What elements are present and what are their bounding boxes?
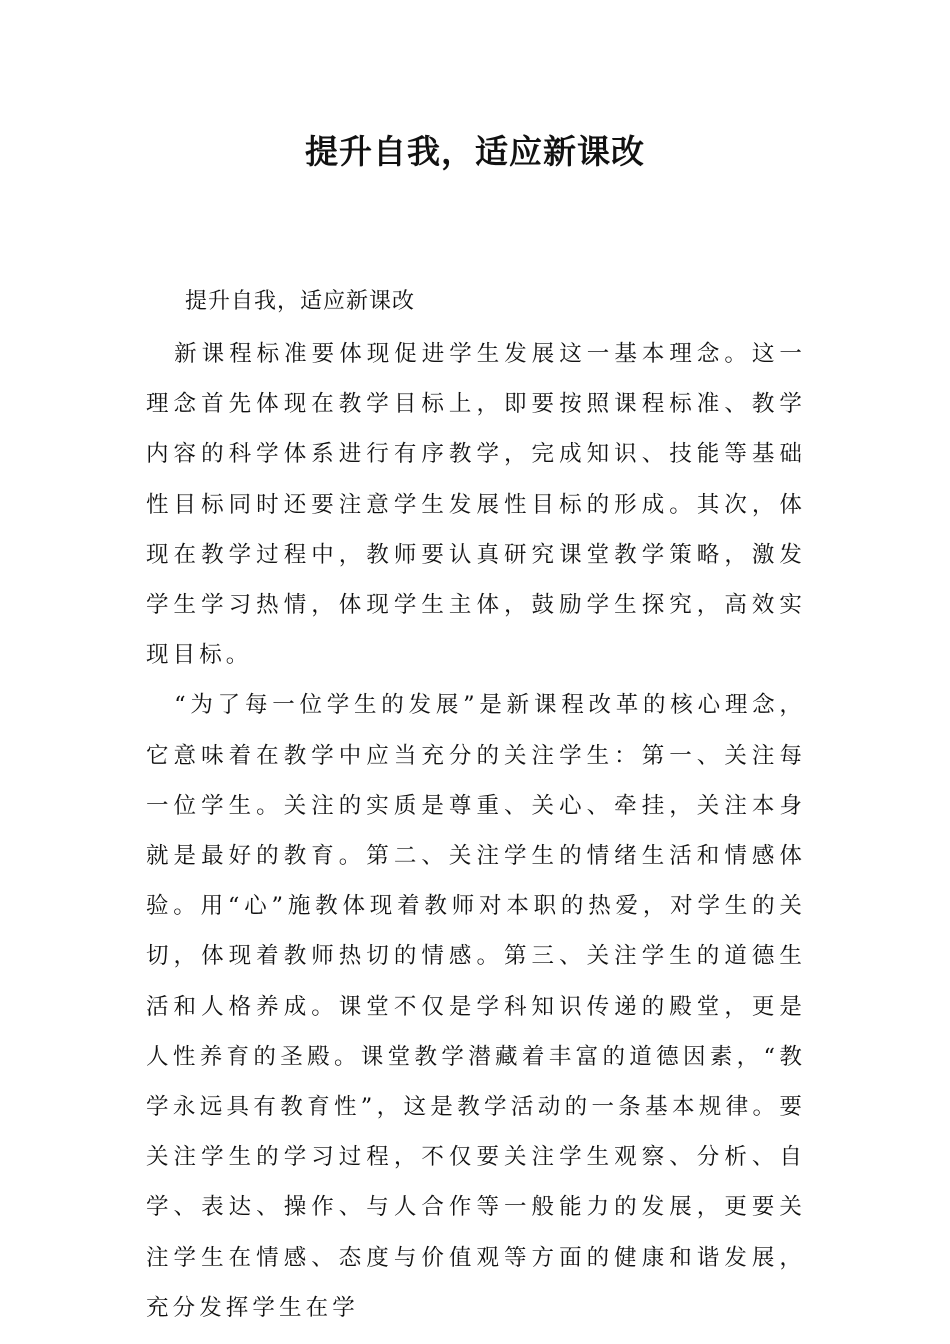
document-subtitle: 提升自我，适应新课改: [185, 289, 416, 314]
body-paragraph: 新课程标准要体现促进学生发展这一基本理念。这一理念首先体现在教学目标上，即要按照课程标准、教学内容的科学体系进行有序教学，完成知识、技能等基础性目标同时还要注意学生发展性目标的形成。其次，体现在教学过程中，教师要认真研究课堂教学策略，激发学生学习热情，体现学生主体，鼓励学生探究，高效实现目标。: [146, 341, 806, 669]
body-paragraph: “为了每一位学生的发展”是新课程改革的核心理念，它意味着在教学中应当充分的关注学生：第一、关注每一位学生。关注的实质是尊重、关心、牵挂，关注本身就是最好的教育。第二、关注学生的情绪生活和情感体验。用“心”施教体现着教师对本职的热爱，对学生的关切，体现着教师热切的情感。第三、关注学生的道德生活和人格养成。课堂不仅是学科知识传递的殿堂，更是人性养育的圣殿。课堂教学潜藏着丰富的道德因素，“教学永远具有教育性”，这是教学活动的一条基本规律。要关注学生的学习过程，不仅要关注学生观察、分析、自学、表达、操作、与人合作等一般能力的发展，更要关注学生在情感、态度与价值观等方面的健康和谐发展，充分发挥学生在学: [146, 692, 806, 1321]
document-title: 提升自我，适应新课改: [305, 132, 645, 171]
document-body: [146, 329, 806, 1333]
